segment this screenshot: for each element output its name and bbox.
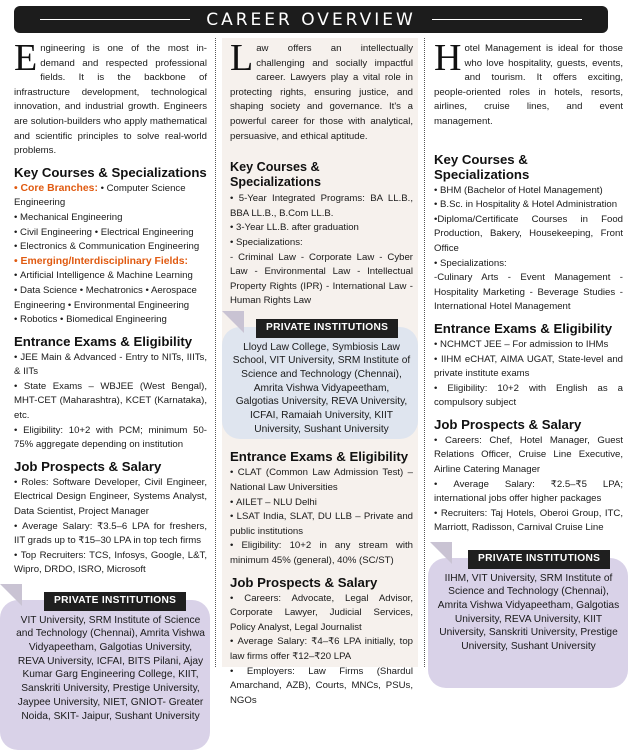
drop-cap: L: [230, 37, 254, 79]
page-title: CAREER OVERVIEW: [206, 9, 416, 30]
subheading: • Emerging/Interdisciplinary Fields:: [14, 255, 188, 267]
engineering-intro: Engineering is one of the most in-demand and respected professional fields. It is the backbone of infrastructure development, technological innovation, and industrial growth. Engineers are solution-builders who apply mathematical and scientific principles to solve real-world problems.: [14, 37, 207, 157]
institutions-list: VIT University, SRM Institute of Science and Technology (Chennai), Amrita Vishwa Vidyapeetham, Galgotias University, REVA University, ICFAI, BITS Pilani, Ajay Kumar Garg Engineering College, KIIT, Sanskriti University, Prestige University, Jaypee University, NIET, GNIOT- Greater Noida, SKIT- Jaipur, Sushant University: [16, 614, 205, 722]
list-item: • Recruiters: Taj Hotels, Oberoi Group, ITC, Marriott, Radisson, Carnival Cruise Line: [434, 507, 623, 536]
list-item: • CLAT (Common Law Admission Test) – National Law Universities: [230, 466, 413, 495]
list-item: • IIHM eCHAT, AIMA UGAT, State-level and private institute exams: [434, 353, 623, 382]
list-item: • Careers: Chef, Hotel Manager, Guest Relations Officer, Cruise Line Executive, Airline Catering Manager: [434, 434, 623, 478]
list-item: • Top Recruiters: TCS, Infosys, Google, L&T, Wipro, DRDO, ISRO, Microsoft: [14, 549, 207, 578]
list-item: • Roles: Software Developer, Civil Engineer, Electrical Design Engineer, Systems Analyst, Data Scientist, Project Manager: [14, 476, 207, 520]
list-item: • Electronics & Communication Engineering: [14, 240, 207, 255]
list-item: •Diploma/Certificate Courses in Food Production, Bakery, Housekeeping, Front Office: [434, 213, 623, 254]
engineering-column: [14, 37, 208, 722]
list-item: • Core Branches: • Computer Science Engineering: [14, 182, 186, 209]
section-heading: Job Prospects & Salary: [14, 458, 162, 474]
institutions-list: Lloyd Law College, Symbiosis Law School, VIT University, SRM Institute of Science and Technology (Chennai), Amrita Vishwa Vidyapeetham, Galgotias University, REVA University, ICFAI, Ramaiah University, KIIT University, Sushant University: [232, 341, 411, 435]
section-heading: Entrance Exams & Eligibility: [230, 449, 409, 465]
column-divider: [424, 38, 425, 667]
section-heading: Key Courses & Specializations: [230, 160, 321, 190]
institutions-list: IIHM, VIT University, SRM Institute of Science and Technology (Chennai), Amrita Vishwa Vidyapeetham, Galgotias University, REVA University, KIIT University, Sanskriti University, Prestige University, Sushant University: [437, 572, 620, 653]
list-item: • Civil Engineering • Electrical Engineering: [14, 226, 207, 241]
list-item: - Criminal Law - Corporate Law - Cyber Law - Environmental Law - Intellectual Property Rights (IPR) - International Law - Human Rights Law: [230, 251, 413, 307]
list-item: • State Exams – WBJEE (West Bengal), MHT-CET (Maharashtra), KCET (Karnataka), etc.: [14, 380, 207, 424]
list-item: • Average Salary: ₹4–₹6 LPA initially, top law firms offer ₹12–₹20 LPA: [230, 635, 413, 664]
list-item: • AILET – NLU Delhi: [230, 496, 413, 511]
section-heading: Key Courses & Specializations: [434, 151, 530, 182]
list-item: -Culinary Arts - Event Management - Hospitality Marketing - Beverage Studies - International Hotel Management: [434, 272, 623, 313]
list-item: • Artificial Intelligence & Machine Learning: [14, 269, 207, 284]
list-item: • 5-Year Integrated Programs: BA LL.B., BBA LL.B., B.Com LL.B.: [230, 192, 413, 221]
list-item: • Average Salary: ₹2.5–₹5 LPA; international jobs offer higher packages: [434, 478, 623, 507]
private-institutions-label: PRIVATE INSTITUTIONS: [256, 319, 398, 338]
list-item: • BHM (Bachelor of Hotel Management): [434, 184, 623, 199]
list-item: • Data Science • Mechatronics • Aerospace Engineering • Environmental Engineering: [14, 284, 207, 313]
private-institutions-label: PRIVATE INSTITUTIONS: [44, 592, 186, 611]
section-heading: Job Prospects & Salary: [434, 416, 582, 432]
section-heading: Entrance Exams & Eligibility: [434, 320, 613, 336]
section-heading: Job Prospects & Salary: [230, 574, 378, 590]
list-item: • Average Salary: ₹3.5–6 LPA for freshers, IIT grads up to ₹15–30 LPA in top tech firms: [14, 520, 207, 549]
list-item: • JEE Main & Advanced - Entry to NITs, IIITs, & IITs: [14, 351, 207, 380]
list-item: • Careers: Advocate, Legal Advisor, Corporate Lawyer, Judicial Services, Policy Analyst, Legal Journalist: [230, 592, 413, 636]
law-intro: Law offers an intellectually challenging and socially impactful career. Lawyers play a vital role in protecting rights, ensuring justice, and shaping society and governance. It's a powerful career for those with analytical, persuasive, and ethical aptitude.: [230, 37, 413, 142]
list-item: • Eligibility: 10+2 in any stream with minimum 45% (general), 40% (SC/ST): [230, 539, 413, 568]
list-item: • B.Sc. in Hospitality & Hotel Administration: [434, 198, 623, 213]
section-heading: Key Courses & Specializations: [14, 164, 207, 180]
list-item: • 3-Year LL.B. after graduation: [230, 221, 413, 236]
drop-cap: E: [14, 37, 38, 79]
list-item: • Mechanical Engineering: [14, 211, 207, 226]
column-divider: [215, 38, 216, 667]
private-institutions-label: PRIVATE INSTITUTIONS: [468, 550, 610, 569]
law-column: [222, 37, 418, 706]
section-heading: Entrance Exams & Eligibility: [14, 333, 193, 349]
list-item: • Specializations:: [434, 257, 623, 272]
list-item: • Specializations:: [230, 236, 413, 251]
hotel-column: [430, 38, 623, 667]
hotel-intro: Hotel Management is ideal for those who love hospitality, guests, events, and tourism. It offers exciting, people-oriented roles in hotels, resorts, airlines, cruise lines, and event management.: [434, 37, 623, 127]
list-item: • Robotics • Biomedical Engineering: [14, 313, 207, 328]
list-item: • LSAT India, SLAT, DU LLB – Private and public institutions: [230, 510, 413, 539]
private-institutions-box: [230, 319, 413, 440]
list-item: • NCHMCT JEE – For admission to IHMs: [434, 338, 623, 353]
drop-cap: H: [434, 37, 462, 79]
list-item: • Employers: Law Firms (Shardul Amarchand, AZB), Courts, MNCs, PSUs, NGOs: [230, 665, 413, 709]
private-institutions-box: [434, 550, 623, 657]
header-banner: [14, 6, 608, 33]
private-institutions-box: [14, 592, 207, 726]
list-item: • Eligibility: 10+2 with English as a compulsory subject: [434, 382, 623, 411]
list-item: • Eligibility: 10+2 with PCM; minimum 50-75% aggregate depending on institution: [14, 424, 207, 453]
